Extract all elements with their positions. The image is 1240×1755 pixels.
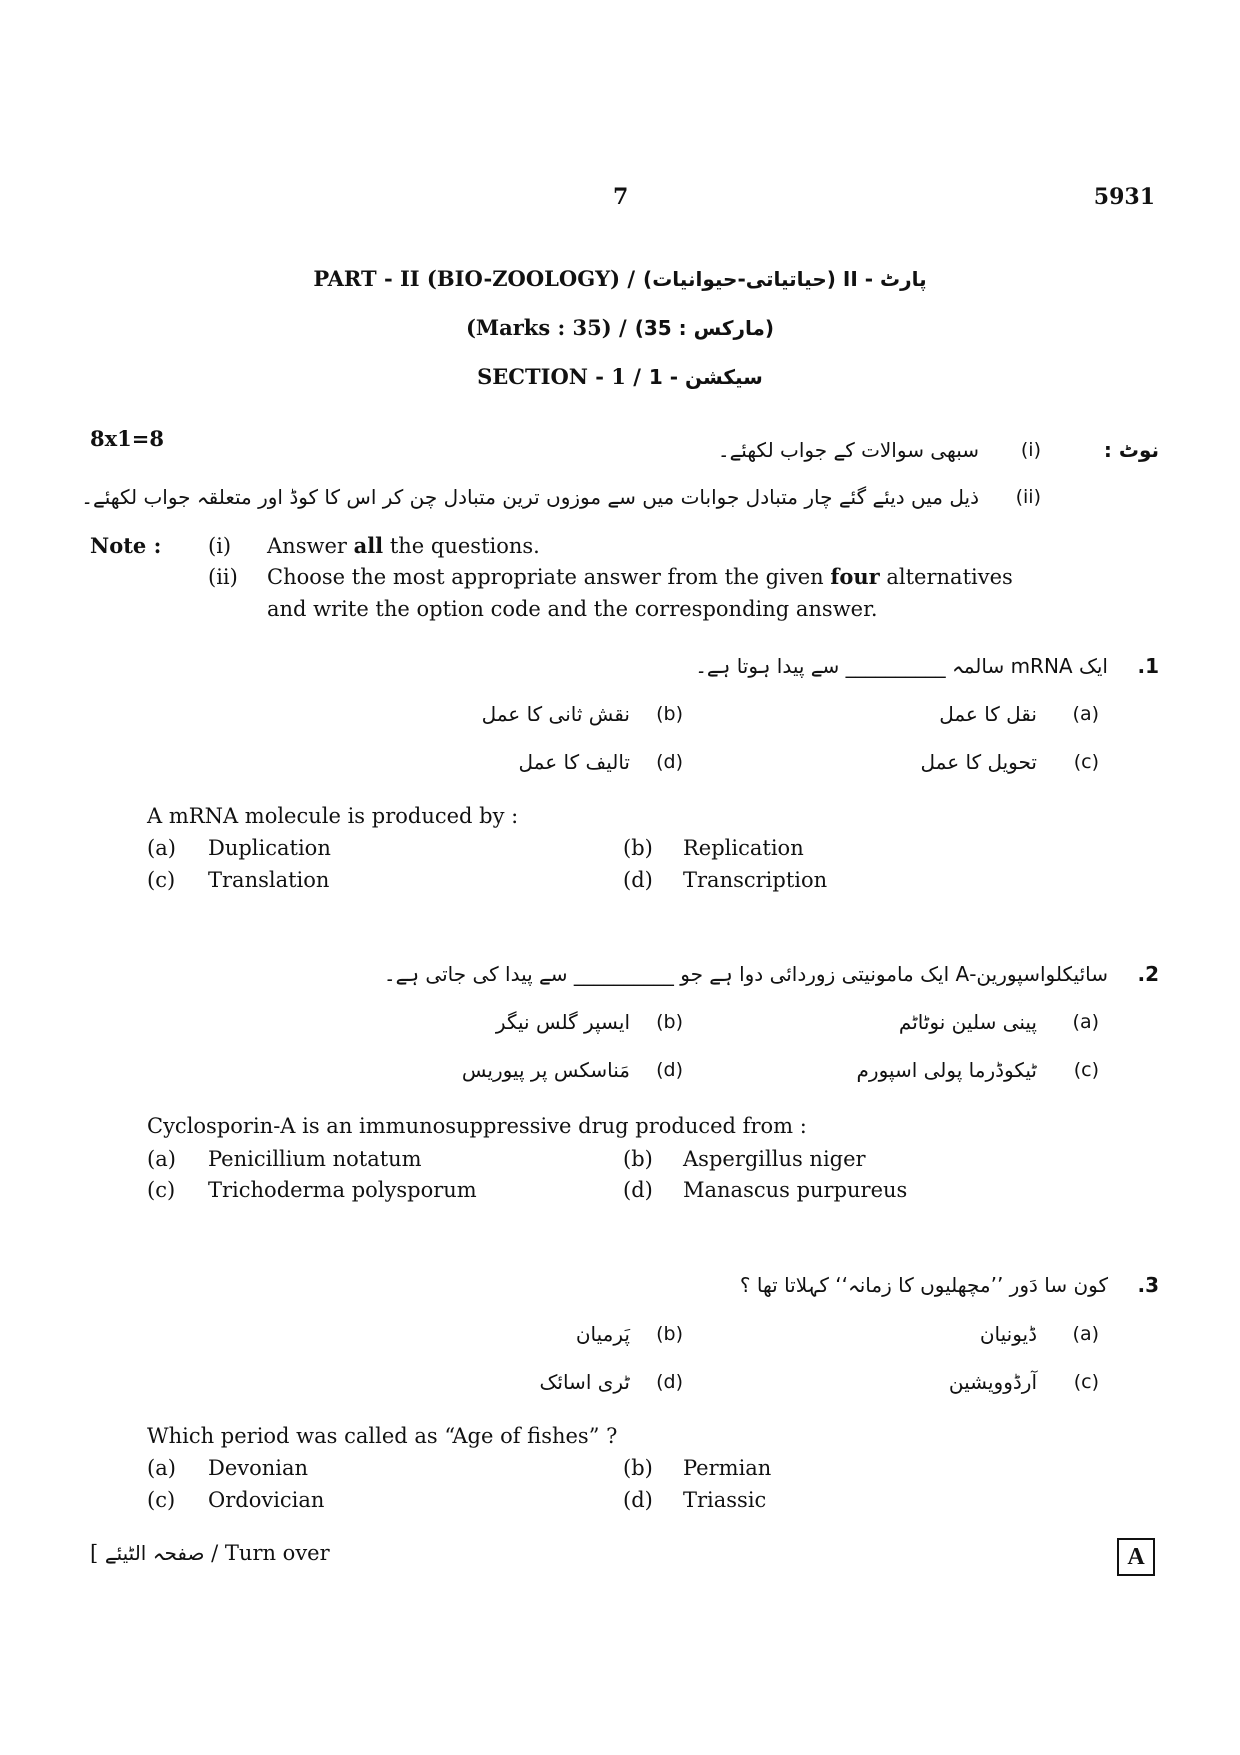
option-text-en: Aspergillus niger xyxy=(683,1147,866,1171)
note-item-code-en: (ii) xyxy=(208,565,238,589)
marks-heading-en: (Marks : 35) / xyxy=(465,315,627,340)
footer-bracket: [ xyxy=(90,1541,99,1565)
option-text-ur: ڈیونیان xyxy=(979,1322,1037,1346)
question-number: 3. xyxy=(1137,1273,1159,1297)
option-text-en: Duplication xyxy=(208,836,331,860)
option-code-ur: (c) xyxy=(1073,751,1099,773)
option-code-ur: (b) xyxy=(656,703,683,725)
option-text-en: Translation xyxy=(208,868,330,892)
option-code-en: (c) xyxy=(147,868,176,892)
paper-code: 5931 xyxy=(1093,184,1155,210)
option-text-ur: نقل کا عمل xyxy=(939,702,1037,726)
option-text-en: Devonian xyxy=(208,1456,309,1480)
option-code-en: (d) xyxy=(623,868,653,892)
option-text-en: Permian xyxy=(683,1456,772,1480)
option-code-en: (c) xyxy=(147,1488,176,1512)
section-heading xyxy=(0,361,1240,396)
option-code-ur: (a) xyxy=(1072,1011,1099,1033)
option-text-en: Trichoderma polysporum xyxy=(208,1178,477,1202)
option-code-ur: (d) xyxy=(656,1371,683,1393)
question-number: 2. xyxy=(1137,962,1159,986)
note-item-code-en: (i) xyxy=(208,534,232,558)
part-heading-en: PART - II (BIO-ZOOLOGY) / xyxy=(313,266,636,291)
option-text-ur: ٹیکوڈرما پولی اسپورم xyxy=(856,1058,1037,1082)
note-item-code-ur: (i) xyxy=(1020,439,1041,461)
option-text-en: Replication xyxy=(683,836,804,860)
option-code-ur: (a) xyxy=(1072,703,1099,725)
option-code-ur: (a) xyxy=(1072,1323,1099,1345)
option-code-en: (b) xyxy=(623,1147,653,1171)
note-text-part: the questions. xyxy=(383,534,540,558)
note-text-emphasis: four xyxy=(830,564,880,589)
option-code-ur: (c) xyxy=(1073,1371,1099,1393)
question-2 xyxy=(0,958,1240,1208)
option-code-en: (a) xyxy=(147,1147,176,1171)
note-text-part: Choose the most appropriate answer from the given xyxy=(267,565,831,589)
turn-over-en: Turn over xyxy=(224,1541,330,1565)
option-text-ur: مَناسکس پر پیوریس xyxy=(461,1058,630,1082)
note-label-ur: نوٹ : xyxy=(1103,438,1159,462)
note-text-part: Answer xyxy=(267,534,354,558)
note-item-text-en-continued: and write the option code and the corresponding answer. xyxy=(267,597,878,621)
note-item-code-ur: (ii) xyxy=(1015,486,1041,508)
option-code-ur: (b) xyxy=(656,1323,683,1345)
option-code-en: (a) xyxy=(147,1456,176,1480)
option-text-en: Penicillium notatum xyxy=(208,1147,422,1171)
option-text-ur: آرڈوویشین xyxy=(948,1370,1037,1394)
option-text-ur: پَرمیان xyxy=(575,1322,630,1346)
option-code-ur: (b) xyxy=(656,1011,683,1033)
turn-over-ur: صفحہ الٹیئے xyxy=(104,1541,205,1565)
option-code-ur: (d) xyxy=(656,1059,683,1081)
section-heading-ur: سیکشن - 1 xyxy=(648,365,763,389)
question-text-en: A mRNA molecule is produced by : xyxy=(147,804,519,828)
footer-separator: / xyxy=(211,1541,219,1565)
option-code-en: (a) xyxy=(147,836,176,860)
option-text-ur: ایسپر گلس نیگر xyxy=(495,1010,630,1034)
option-code-en: (b) xyxy=(623,1456,653,1480)
section-heading-en: SECTION - 1 / xyxy=(477,364,641,389)
option-text-en: Triassic xyxy=(683,1488,767,1512)
page-number: 7 xyxy=(613,184,629,210)
note-label-en: Note : xyxy=(90,533,162,558)
question-text-ur: ایک mRNA سالمہ __________ سے پیدا ہوتا ہے۔ xyxy=(695,654,1108,678)
option-text-en: Ordovician xyxy=(208,1488,325,1512)
question-text-en: Cyclosporin-A is an immunosuppressive drug produced from : xyxy=(147,1114,807,1138)
question-text-en: Which period was called as “Age of fishes” ? xyxy=(147,1424,618,1448)
option-code-en: (d) xyxy=(623,1488,653,1512)
option-code-ur: (d) xyxy=(656,751,683,773)
note-item-text-en xyxy=(267,561,1013,593)
part-heading-ur: پارٹ - II (حیاتیاتی-حیوانیات) xyxy=(643,267,927,291)
option-code-en: (b) xyxy=(623,836,653,860)
marks-heading-ur: (مارکس : 35) xyxy=(634,316,775,340)
turn-over-note xyxy=(90,1537,330,1569)
option-text-ur: پینی سلین نوٹاٹم xyxy=(898,1010,1037,1034)
question-3 xyxy=(0,1269,1240,1519)
option-text-en: Manascus purpureus xyxy=(683,1178,908,1202)
note-item-text-en xyxy=(267,530,540,562)
question-number: 1. xyxy=(1137,654,1159,678)
marks-scheme: 8x1=8 xyxy=(90,426,164,451)
option-text-ur: ٹری اسائک xyxy=(539,1370,630,1394)
option-text-ur: تالیف کا عمل xyxy=(518,750,630,774)
marks-heading xyxy=(0,312,1240,347)
note-text-part: alternatives xyxy=(879,565,1013,589)
option-code-en: (d) xyxy=(623,1178,653,1202)
option-text-en: Transcription xyxy=(683,868,828,892)
option-code-en: (c) xyxy=(147,1178,176,1202)
option-code-ur: (c) xyxy=(1073,1059,1099,1081)
question-text-ur: کون سا دَور ’’مچھلیوں کا زمانہ‘‘ کہلاتا تھا ؟ xyxy=(739,1273,1108,1297)
note-item-text-ur: ذیل میں دیئے گئے چار متبادل جوابات میں سے موزوں ترین متبادل چن کر اس کا کوڈ اور متعلقہ جواب لکھئے۔ xyxy=(81,485,979,509)
note-item-text-ur: سبھی سوالات کے جواب لکھئے۔ xyxy=(717,438,979,462)
part-heading xyxy=(0,263,1240,298)
question-text-ur: سائیکلواسپورین-A ایک مامونیتی زوردائی دوا ہے جو __________ سے پیدا کی جاتی ہے۔ xyxy=(383,962,1108,986)
note-text-emphasis: all xyxy=(353,533,384,558)
set-code-box: A xyxy=(1117,1538,1155,1576)
option-text-ur: تحویل کا عمل xyxy=(920,750,1037,774)
question-1 xyxy=(0,650,1240,900)
option-text-ur: نقش ثانی کا عمل xyxy=(481,702,630,726)
